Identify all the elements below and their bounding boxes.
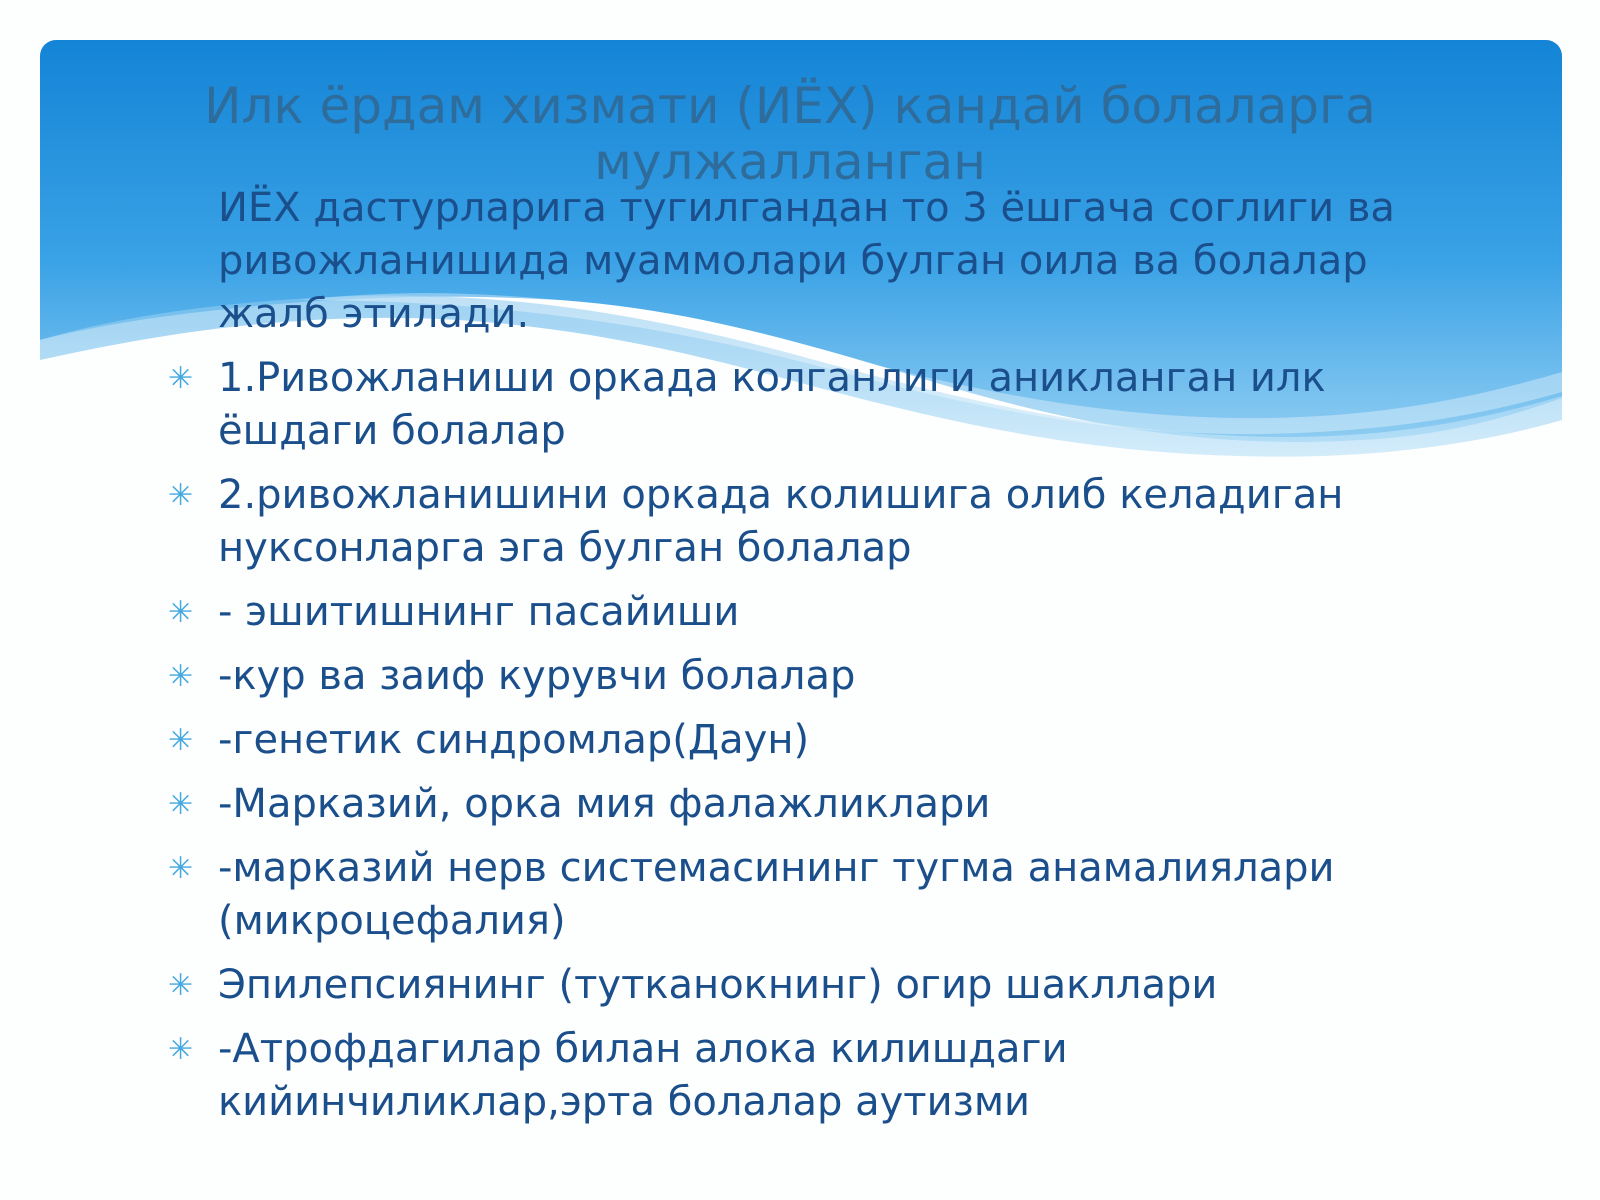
asterisk-bullet-icon: ✳ — [168, 968, 194, 1003]
list-item — [168, 959, 1458, 1012]
list-item — [168, 778, 1458, 831]
list-item-text: Эпилепсиянинг (тутканокнинг) огир шакллари — [218, 962, 1218, 1008]
asterisk-bullet-icon: ✳ — [168, 723, 194, 758]
asterisk-bullet-icon: ✳ — [168, 851, 194, 886]
list-item-text: -генетик синдромлар(Даун) — [218, 717, 810, 763]
asterisk-bullet-icon: ✳ — [168, 595, 194, 630]
list-item — [168, 586, 1458, 639]
intro-paragraph: ИЁХ дастурларига тугилгандан то 3 ёшгача соглиги ва ривожланишида муаммолари булган оила ва болалар жалб этилади. — [218, 185, 1395, 337]
list-item-text: - эшитишнинг пасайиши — [218, 589, 740, 635]
list-item — [168, 714, 1458, 767]
list-item — [168, 1023, 1458, 1129]
list-item-text: 1.Ривожланиши оркада колганлиги аникланган илк ёшдаги болалар — [218, 355, 1326, 454]
list-item — [168, 352, 1458, 458]
list-item — [168, 469, 1458, 575]
asterisk-bullet-icon: ✳ — [168, 478, 194, 513]
list-item-text: -марказий нерв системасининг тугма анамалиялари (микроцефалия) — [218, 845, 1335, 944]
asterisk-bullet-icon: ✳ — [168, 1032, 194, 1067]
list-item — [168, 650, 1458, 703]
list-item-text: -Марказий, орка мия фалажликлари — [218, 781, 991, 827]
slide-title: Илк ёрдам хизмати (ИЁХ) кандай болаларга мулжалланган — [204, 77, 1376, 191]
list-item — [168, 842, 1458, 948]
bullet-list — [168, 352, 1458, 1140]
asterisk-bullet-icon: ✳ — [168, 361, 194, 396]
list-item-text: 2.ривожланишини оркада колишига олиб келадиган нуксонларга эга булган болалар — [218, 472, 1344, 571]
asterisk-bullet-icon: ✳ — [168, 787, 194, 822]
list-item-text: -Атрофдагилар билан алока килишдаги кийинчиликлар,эрта болалар аутизми — [218, 1026, 1068, 1125]
list-item-text: -кур ва заиф курувчи болалар — [218, 653, 856, 699]
asterisk-bullet-icon: ✳ — [168, 659, 194, 694]
